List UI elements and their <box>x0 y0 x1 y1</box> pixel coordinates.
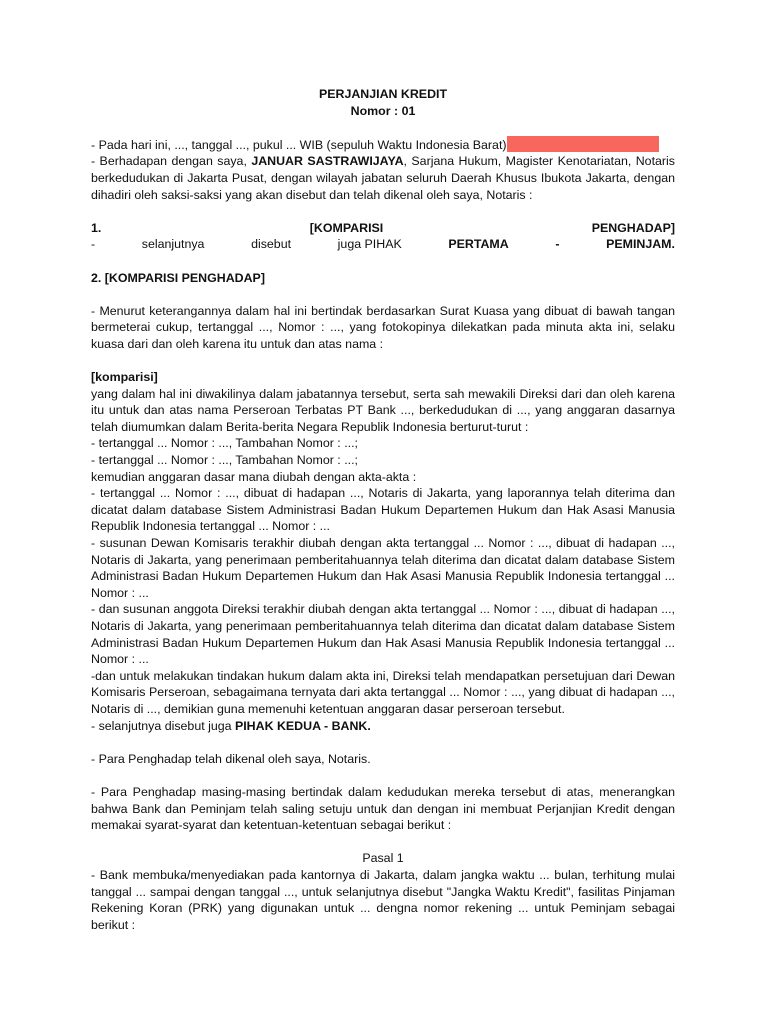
alias-dash: - <box>555 237 560 252</box>
alias-word: PERTAMA <box>448 237 509 252</box>
closing-text: - selanjutnya disebut juga <box>91 718 235 733</box>
party-2-alias: PIHAK KEDUA - BANK. <box>234 718 371 733</box>
intro-text-a: - Berhadapan dengan saya, <box>91 154 252 169</box>
party-1-number: 1. <box>91 220 102 235</box>
alias-word: disebut <box>251 237 292 252</box>
change-intro: kemudian anggaran dasar mana diubah dengan akta-akta : <box>91 469 417 484</box>
document-number: Nomor : 01 <box>350 103 416 118</box>
party-1-word-2: PENGHADAP] <box>591 220 675 235</box>
alias-dash: - <box>91 237 96 252</box>
notary-name: JANUAR SASTRAWIJAYA <box>251 154 404 169</box>
party-2-para-2: yang dalam hal ini diwakilinya dalam jabatannya tersebut, serta sah mewakili Direksi dari dan oleh karena itu untuk dan atas nama Perseroan Terbatas PT Bank ..., berkedudukan di ..., yang anggaran dasarnya telah diumumkan dalam Berita-berita Negara Republik Indonesia berturut-turut : <box>91 386 675 434</box>
para-known: - Para Penghadap telah dikenal oleh saya, Notaris. <box>91 751 371 766</box>
pasal-text: - Bank membuka/menyediakan pada kantornya di Jakarta, dalam jangka waktu ... bulan, terhitung mulai tanggal ... sampai dengan tanggal ..., untuk selanjutnya disebut "Jangka Waktu Kredit", fasilitas Pinjaman Rekening Koran (PRK) yang digunakan untuk ... dengna nomor rekening ... untuk Peminjam sebagai berikut : <box>91 867 675 932</box>
party-2-heading: 2. [KOMPARISI PENGHADAP] <box>91 270 265 285</box>
intro-line-1 <box>91 136 675 154</box>
redaction-block <box>507 136 659 152</box>
komparisi-label: [komparisi] <box>91 370 158 385</box>
para-agree: - Para Penghadap masing-masing bertindak dalam kedudukan mereka tersebut di atas, menerangkan bahwa Bank dan Peminjam telah saling setuju untuk dan dengan ini membuat Perjanjian Kredit dengan memakai syarat-syarat dan ketentuan-ketentuan sebagai berikut : <box>91 784 675 833</box>
alias-word: selanjutnya <box>141 237 205 252</box>
list-item: - tertanggal ... Nomor : ..., Tambahan Nomor : ...; <box>91 436 358 451</box>
intro-text: - Pada hari ini, ..., tanggal ..., pukul ... WIB (sepuluh Waktu Indonesia Barat) <box>91 137 507 152</box>
party-2-para-1: - Menurut keterangannya dalam hal ini bertindak berdasarkan Surat Kuasa yang dibuat di bawah tangan bermeterai cukup, tertanggal ..., Nomor : ..., yang fotokopinya dilekatkan pada minuta akta ini, selaku kuasa dari dan oleh karena itu untuk dan atas nama : <box>91 303 675 351</box>
change-item-3: - dan susunan anggota Direksi terakhir diubah dengan akta tertanggal ... Nomor : ..., dibuat di hadapan ..., Notaris di Jakarta, yang penerimaan pemberitahuannya telah diterima dan dicatat dalam database Sistem Administrasi Badan Hukum Departemen Hukum dan Hak Asasi Manusia Republik Indonesia tertanggal ... Nomor : ... <box>91 602 675 667</box>
party-1-alias <box>91 236 675 253</box>
change-item-2: - susunan Dewan Komisaris terakhir diubah dengan akta tertanggal ... Nomor : ..., dibuat di hadapan ..., Notaris di Jakarta, yang penerimaan pemberitahuannya telah diterima dan dicatat dalam database Sistem Administrasi Badan Hukum Departemen Hukum dan Hak Asasi Manusia Republik Indonesia tertanggal ... Nomor : ... <box>91 536 675 600</box>
party-1-heading <box>91 220 675 237</box>
party-1-word-1: [KOMPARISI <box>309 220 384 235</box>
pasal-title: Pasal 1 <box>362 851 404 866</box>
change-item-1: - tertanggal ... Nomor : ..., dibuat di hadapan ..., Notaris di Jakarta, yang laporannya telah diterima dan dicatat dalam database Sistem Administrasi Badan Hukum Departemen Hukum dan Hak Asasi Manusia Republik Indonesia tertanggal ... Nomor : ... <box>91 486 675 534</box>
list-item: - tertanggal ... Nomor : ..., Tambahan Nomor : ...; <box>91 453 358 468</box>
intro-text-b: , Sarjana Hukum, Magister Kenotariatan, Notaris berkedudukan di Jakarta Pusat, dengan wilayah jabatan seluruh Daerah Khusus Ibukota Jakarta, dengan dihadiri oleh saksi-saksi yang akan disebut dan telah dikenal oleh saya, Notaris : <box>91 154 675 202</box>
change-item-4: -dan untuk melakukan tindakan hukum dalam akta ini, Direksi telah mendapatkan persetujuan dari Dewan Komisaris Perseroan, sebagaimana ternyata dari akta tertanggal ... Nomor : ..., yang dibuat di hadapan ..., Notaris di ..., demikian guna memenuhi ketentuan anggaran dasar perseroan tersebut. <box>91 668 675 716</box>
alias-word: juga PIHAK <box>337 237 402 252</box>
document-title: PERJANJIAN KREDIT <box>318 87 448 101</box>
document-page <box>91 86 675 933</box>
intro-line-2 <box>91 153 675 203</box>
alias-word: PEMINJAM. <box>606 237 675 252</box>
party-2-closing <box>91 718 675 735</box>
